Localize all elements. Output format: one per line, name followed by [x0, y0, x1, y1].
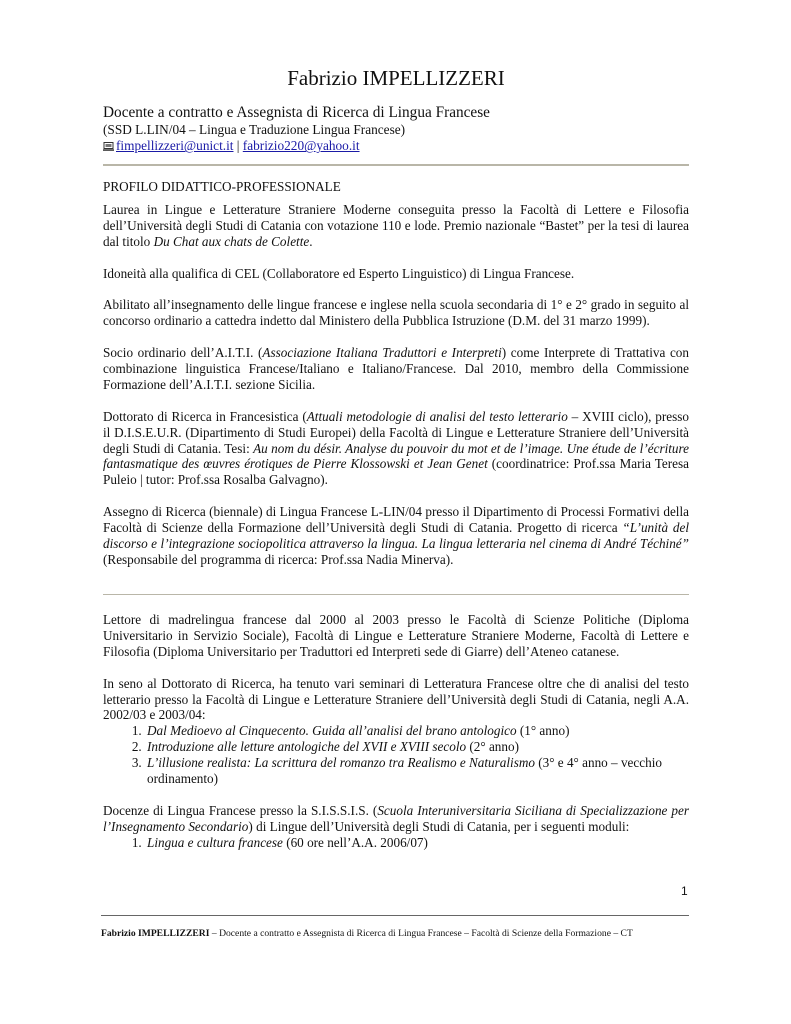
paragraph-dottorato: Dottorato di Ricerca in Francesistica (Attuali metodologie di analisi del testo letterario – XVIII ciclo), presso il D.I.S.E.U.R. (Dipartimento di Studi Europei) della Facoltà di Lingue e Letterature Straniere dell’Università degli Studi di Catania. Tesi: Au nom du désir. Analyse du pouvoir du mot et de l’image. Une étude de l’écriture fantasmatique des œuvres érotiques de Pierre Klossowski et Jean Genet (coordinatrice: Prof.ssa Maria Teresa Puleio | tutor: Prof.ssa Rosalba Galvagno). — [103, 408, 689, 488]
email-link-unict[interactable]: fimpellizzeri@unict.it — [116, 138, 234, 154]
list-item: 1. Dal Medioevo al Cinquecento. Guida all’analisi del brano antologico (1° anno) — [145, 723, 689, 739]
paragraph-cel: Idoneità alla qualifica di CEL (Collaboratore ed Esperto Linguistico) di Lingua Francese. — [103, 265, 575, 281]
author-name: Fabrizio IMPELLIZZERI — [287, 66, 505, 90]
email-separator: | — [233, 138, 243, 154]
section-divider — [103, 594, 689, 595]
list-item: 1. Lingua e cultura francese (60 ore nell’A.A. 2006/07) — [145, 835, 689, 851]
paragraph-assegno: Assegno di Ricerca (biennale) di Lingua Francese L-LIN/04 presso il Dipartimento di Processi Formativi della Facoltà di Scienze della Formazione dell’Università degli Studi di Catania. Progetto di ricerca “L’unità del discorso e l’integrazione sociopolitica attraverso la lingua. La lingua letteraria nel cinema di André Téchiné” (Responsabile del programma di ricerca: Prof.ssa Nadia Minerva). — [103, 504, 689, 567]
footer-name: Fabrizio IMPELLIZZERI — [101, 928, 210, 939]
paragraph-laurea: Laurea in Lingue e Letterature Straniere Moderne conseguita presso la Facoltà di Lettere e Filosofia dell’Università degli Studi di Catania con votazione 110 e lode. Premio nazionale “Bastet” per la tesi di laurea dal titolo Du Chat aux chats de Colette. — [103, 202, 689, 249]
page-number: 1 — [681, 884, 688, 898]
footer-divider — [101, 915, 689, 916]
paragraph-seminari: In seno al Dottorato di Ricerca, ha tenuto vari seminari di Letteratura Francese oltre che di analisi del testo letterario presso la Facoltà di Lingue e Letterature Straniere dell’Università degli Studi di Catania, negli A.A. 2002/03 e 2003/04: 1. Dal Medioevo al Cinquecento. Guida all’analisi del brano antologico (1° anno) 2. Introduzione alle letture antologiche del XVII e XVIII secolo (2° anno) 3. L’illusione realista: La scrittura del romanzo tra Realismo e Naturalismo (3° e 4° anno – vecchio ordinamento) — [103, 676, 689, 787]
footer-text: – Docente a contratto e Assegnista di Ricerca di Lingua Francese – Facoltà di Scienze della Formazione – CT — [209, 928, 633, 939]
module-list — [103, 835, 689, 851]
paragraph-aiti: Socio ordinario dell’A.I.T.I. (Associazione Italiana Traduttori e Interpreti) come Interprete di Trattativa con combinazione linguistica Francese/Italiano e Italiano/Francese. Dal 2010, membro della Commissione Formazione dell’A.I.T.I. sezione Sicilia. — [103, 345, 689, 392]
list-item: 3. L’illusione realista: La scrittura del romanzo tra Realismo e Naturalismo (3° e 4° anno – vecchio ordinamento) — [145, 755, 689, 787]
header-block — [103, 104, 689, 155]
page-footer — [101, 928, 701, 939]
seminar-list — [103, 723, 689, 787]
author-role: Docente a contratto e Assegnista di Ricerca di Lingua Francese — [103, 104, 490, 121]
paragraph-abilitato: Abilitato all’insegnamento delle lingue francese e inglese nella scuola secondaria di 1° e 2° grado in seguito al concorso ordinario a cattedra indetto dal Ministero della Pubblica Istruzione (D.M. del 31 marzo 1999). — [103, 297, 689, 329]
paragraph-lettore: Lettore di madrelingua francese dal 2000 al 2003 presso le Facoltà di Scienze Politiche (Diploma Universitario in Servizio Sociale), Facoltà di Lingue e Letterature Straniere Moderne, Facoltà di Lettere e Filosofia (Diploma Universitario per Traduttori ed Interpreti sede di Giarre) dell’Ateneo catanese. — [103, 612, 689, 659]
paragraph-sissis: Docenze di Lingua Francese presso la S.I.S.S.I.S. (Scuola Interuniversitaria Siciliana di Specializzazione per l’Insegnamento Secondario) di Lingue dell’Università degli Studi di Catania, per i seguenti moduli: 1. Lingua e cultura francese (60 ore nell’A.A. 2006/07) — [103, 803, 689, 851]
list-item: 2. Introduzione alle letture antologiche del XVII e XVIII secolo (2° anno) — [145, 739, 689, 755]
profile-body-1 — [103, 202, 689, 584]
ssd-line: (SSD L.LIN/04 – Lingua e Traduzione Lingua Francese) — [103, 122, 406, 137]
computer-icon — [103, 142, 114, 151]
header-divider — [103, 164, 689, 166]
email-link-yahoo[interactable]: fabrizio220@yahoo.it — [242, 138, 360, 154]
profile-body-2 — [103, 612, 689, 851]
contact-line — [103, 138, 689, 154]
section-title: PROFILO DIDATTICO-PROFESSIONALE — [103, 179, 341, 194]
